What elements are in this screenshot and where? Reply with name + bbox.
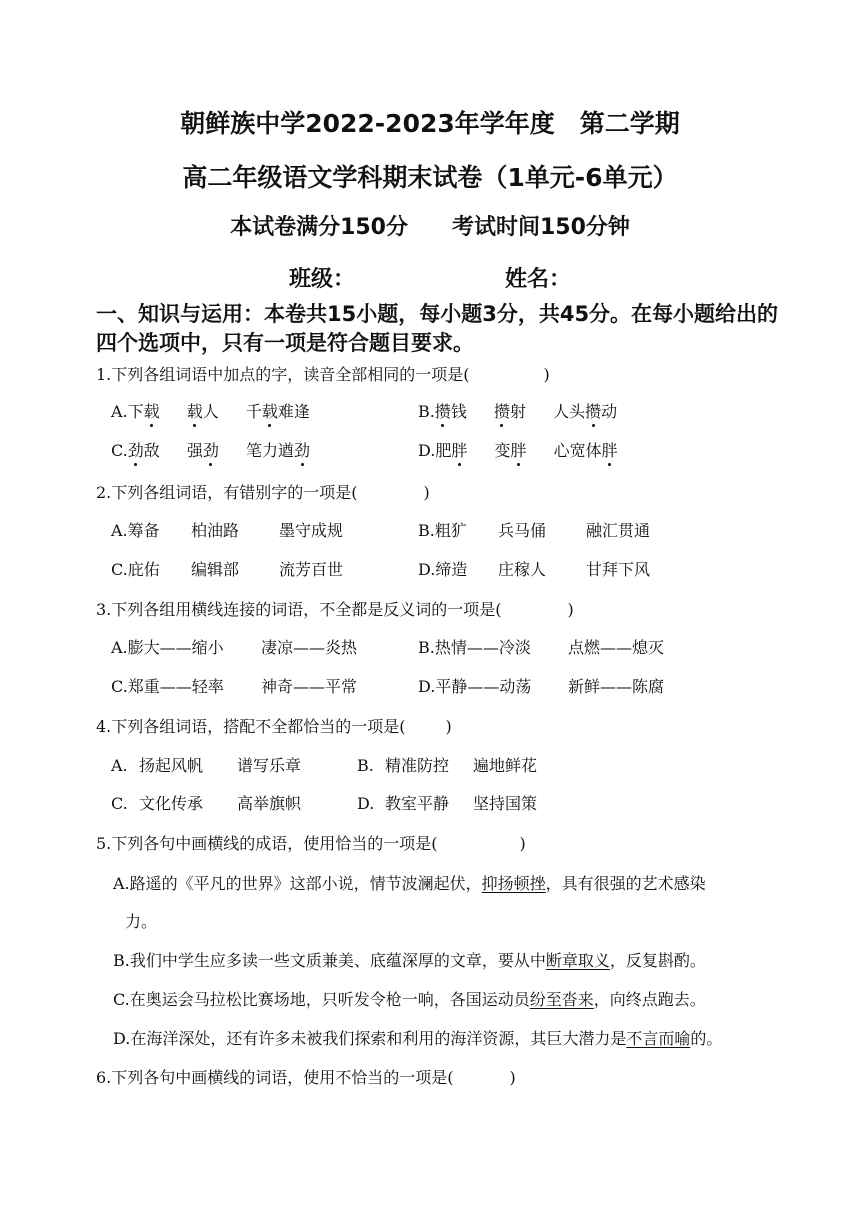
question-1-option-d: D.肥胖 变胖 心宽体胖 <box>418 441 618 460</box>
question-4-option-d: D. 教室平静 坚持国策 <box>357 794 538 813</box>
question-3-option-a: A.膨大——缩小 凄凉——炎热 <box>111 638 358 657</box>
question-3-option-b: B.热情——冷淡 点燃——熄灭 <box>418 638 665 657</box>
question-4-option-c: C. 文化传承 高举旗帜 <box>111 794 302 813</box>
question-2-option-d: D.缔造 庄稼人 甘拜下风 <box>418 560 651 579</box>
question-4-stem: 4.下列各组词语，搭配不全都恰当的一项是( ) <box>96 717 452 736</box>
question-1-stem: 1.下列各组词语中加点的字，读音全部相同的一项是( ) <box>96 365 550 384</box>
exam-title-line2: 高二年级语文学科期末试卷（1单元-6单元） <box>182 163 678 192</box>
exam-time: 考试时间150分钟 <box>452 215 630 240</box>
question-4-option-a: A. 扬起风帆 谱写乐章 <box>111 756 302 775</box>
question-4-option-b: B. 精准防控 遍地鲜花 <box>357 756 538 775</box>
question-5-option-a-cont: 力。 <box>125 912 158 931</box>
student-info <box>0 262 860 293</box>
question-5-stem: 5.下列各句中画横线的成语，使用恰当的一项是( ) <box>96 834 526 853</box>
question-5-option-c: C.在奥运会马拉松比赛场地，只听发令枪一响，各国运动员纷至沓来，向终点跑去。 <box>113 990 706 1009</box>
question-2-option-b: B.粗犷 兵马俑 融汇贯通 <box>418 521 651 540</box>
question-2-stem: 2.下列各组词语，有错别字的一项是( ) <box>96 483 430 502</box>
question-1-option-c: C.劲敌 强劲 笔力遒劲 <box>111 441 311 460</box>
question-5-option-a: A.路遥的《平凡的世界》这部小说，情节波澜起伏，抑扬顿挫，具有很强的艺术感染 <box>113 874 706 893</box>
question-3-option-c: C.郑重——轻率 神奇——平常 <box>111 677 358 696</box>
exam-info <box>0 210 860 241</box>
question-2-option-a: A.筹备 柏油路 墨守成规 <box>111 521 344 540</box>
question-5-option-d: D.在海洋深处，还有许多未被我们探索和利用的海洋资源，其巨大潜力是不言而喻的。 <box>113 1029 723 1048</box>
section-one-heading: 一、知识与运用：本卷共15小题，每小题3分，共45分。在每小题给出的四个选项中，只有一项是符合题目要求。 <box>96 302 779 355</box>
question-5-option-b: B.我们中学生应多读一些文质兼美、底蕴深厚的文章，要从中断章取义，反复斟酌。 <box>113 951 706 970</box>
full-score: 本试卷满分150分 <box>230 215 408 240</box>
question-1-option-b: B.攒钱 攒射 人头攒动 <box>418 402 618 421</box>
question-3-option-d: D.平静——动荡 新鲜——陈腐 <box>418 677 665 696</box>
question-2-option-c: C.庇佑 编辑部 流芳百世 <box>111 560 344 579</box>
name-label: 姓名： <box>505 267 572 292</box>
class-label: 班级： <box>288 267 355 292</box>
question-1-option-a: A.下载 载人 千载难逢 <box>111 402 310 421</box>
question-3-stem: 3.下列各组用横线连接的词语，不全都是反义词的一项是( ) <box>96 600 574 619</box>
exam-title-line1: 朝鲜族中学2022-2023年学年度 第二学期 <box>180 109 680 138</box>
question-6-stem: 6.下列各句中画横线的词语，使用不恰当的一项是( ) <box>96 1068 516 1087</box>
